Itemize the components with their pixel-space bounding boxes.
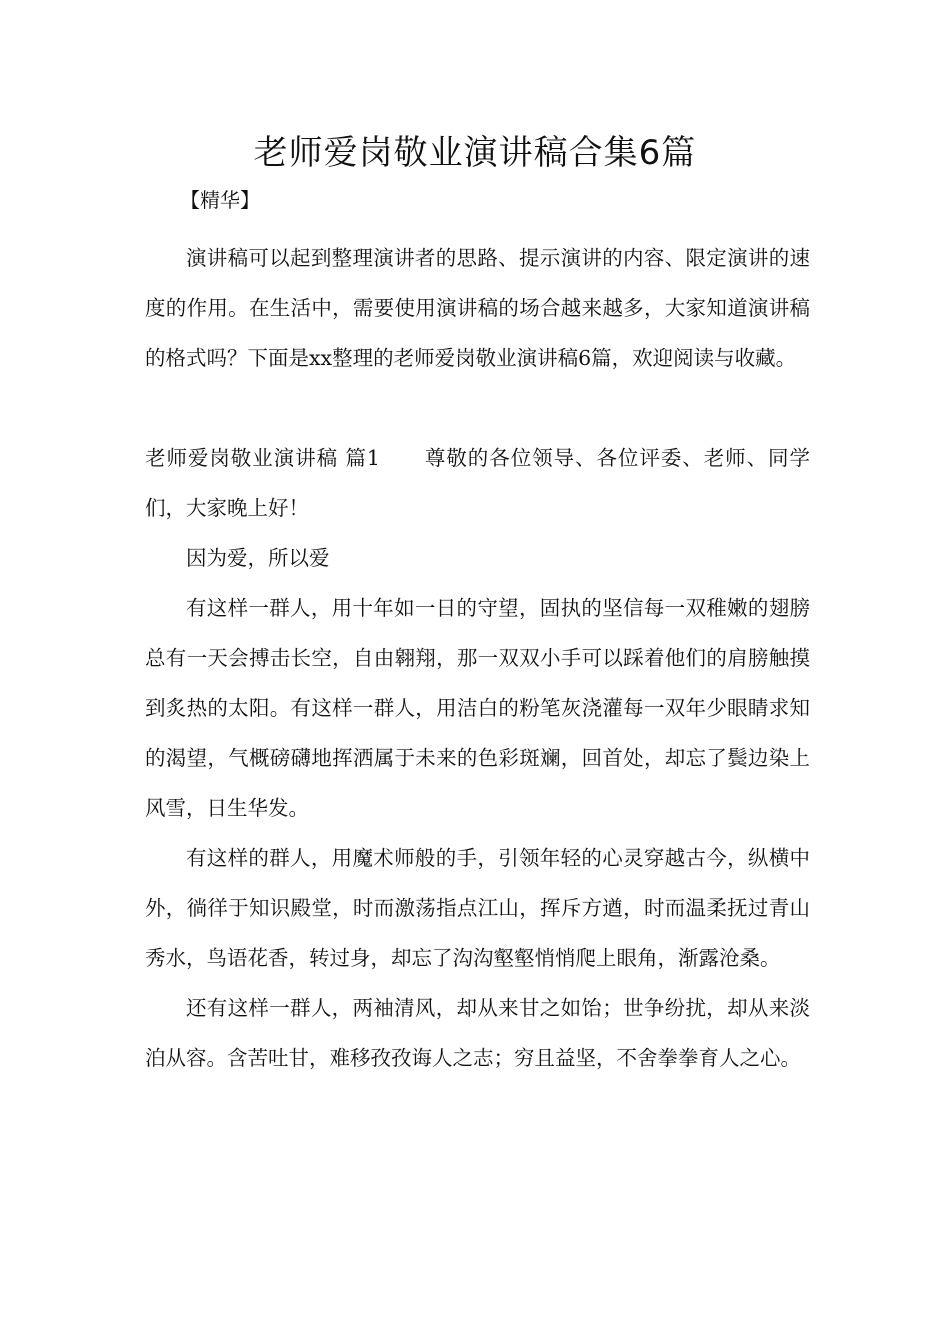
body-paragraph-3: 有这样的群人，用魔术师般的手，引领年轻的心灵穿越古今，纵横中外，徜徉于知识殿堂，时而激荡指点江山，挥斥方遒，时而温柔抚过青山秀水，鸟语花香，转过身，却忘了沟沟壑壑悄悄爬上眼角，渐露沧桑。 (145, 846, 810, 970)
document-title: 老师爱岗敬业演讲稿合集6篇 (253, 133, 697, 173)
section-1-opening: 尊敬的各位领导、各位评委、老师、同学们，大家晚上好！ (145, 446, 810, 520)
body-paragraph-2: 有这样一群人，用十年如一日的守望，固执的坚信每一双稚嫩的翅膀总有一天会搏击长空，自由翱翔，那一双双小手可以踩着他们的肩膀触摸到炙热的太阳。有这样一群人，用洁白的粉笔灰浇灌每一双年少眼睛求知的渴望，气概磅礴地挥洒属于未来的色彩斑斓，回首处，却忘了鬓边染上风雪，日生华发。 (145, 596, 810, 820)
section-1-title: 老师爱岗敬业演讲稿 篇1 (145, 446, 380, 470)
section-1-heading-paragraph (145, 433, 810, 533)
body-paragraph-4: 还有这样一群人，两袖清风，却从来甘之如饴；世争纷扰，却从来淡泊从容。含苦吐甘，难移孜孜诲人之志；穷且益坚，不舍拳拳育人之心。 (145, 996, 810, 1070)
document-body (145, 233, 810, 1083)
section-gap (145, 383, 810, 433)
body-paragraph-1: 因为爱，所以爱 (186, 546, 330, 570)
quality-tag: 【精华】 (180, 188, 260, 212)
intro-paragraph: 演讲稿可以起到整理演讲者的思路、提示演讲的内容、限定演讲的速度的作用。在生活中，需要使用演讲稿的场合越来越多，大家知道演讲稿的格式吗？下面是xx整理的老师爱岗敬业演讲稿6篇，欢迎阅读与收藏。 (145, 246, 810, 370)
